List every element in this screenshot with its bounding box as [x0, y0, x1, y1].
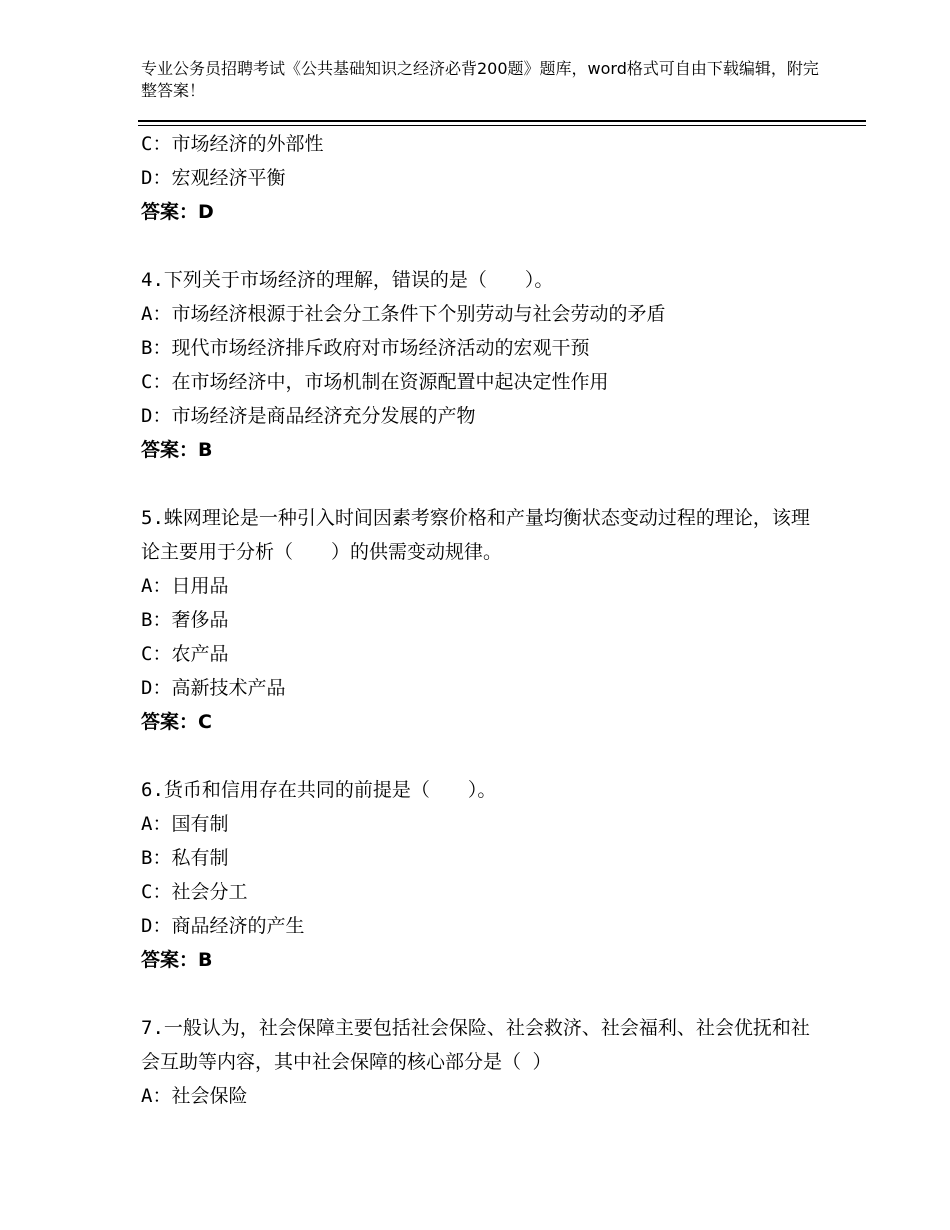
question-stem: 5.蛛网理论是一种引入时间因素考察价格和产量均衡状态变动过程的理论，该理论主要用于分析（ ）的供需变动规律。: [141, 507, 810, 563]
option-b: B：奢侈品: [141, 609, 229, 631]
question-prev: [141, 127, 821, 229]
option-d: D：高新技术产品: [141, 677, 286, 699]
question-4: [141, 263, 821, 467]
spacer: [141, 467, 821, 501]
question-6: [141, 773, 821, 977]
spacer: [141, 229, 821, 263]
option-d: D：宏观经济平衡: [141, 167, 286, 189]
answer: 答案：B: [141, 439, 213, 461]
option-d: D：市场经济是商品经济充分发展的产物: [141, 405, 476, 427]
option-c: C：在市场经济中，市场机制在资源配置中起决定性作用: [141, 371, 609, 393]
question-stem: 7.一般认为，社会保障主要包括社会保险、社会救济、社会福利、社会优抚和社会互助等内容，其中社会保障的核心部分是（ ）: [141, 1017, 810, 1073]
header-rule-thick: [138, 120, 866, 122]
option-c: C：市场经济的外部性: [141, 133, 324, 155]
answer: 答案：D: [141, 201, 214, 223]
option-b: B：现代市场经济排斥政府对市场经济活动的宏观干预: [141, 337, 590, 359]
document-header: 专业公务员招聘考试《公共基础知识之经济必背200题》题库，word格式可自由下载编辑，附完整答案！: [141, 59, 819, 100]
header-rule-thin: [138, 125, 866, 126]
option-a: A：国有制: [141, 813, 229, 835]
question-7: [141, 1011, 821, 1113]
option-c: C：农产品: [141, 643, 229, 665]
question-stem: 6.货币和信用存在共同的前提是（ ）。: [141, 779, 497, 801]
option-d: D：商品经济的产生: [141, 915, 305, 937]
spacer: [141, 977, 821, 1011]
question-5: [141, 501, 821, 739]
question-stem: 4.下列关于市场经济的理解，错误的是（ ）。: [141, 269, 554, 291]
spacer: [141, 739, 821, 773]
answer: 答案：B: [141, 949, 213, 971]
option-a: A：社会保险: [141, 1085, 248, 1107]
option-b: B：私有制: [141, 847, 229, 869]
option-a: A：市场经济根源于社会分工条件下个别劳动与社会劳动的矛盾: [141, 303, 666, 325]
option-c: C：社会分工: [141, 881, 248, 903]
option-a: A：日用品: [141, 575, 229, 597]
answer: 答案：C: [141, 711, 212, 733]
document-body: [141, 127, 821, 1113]
